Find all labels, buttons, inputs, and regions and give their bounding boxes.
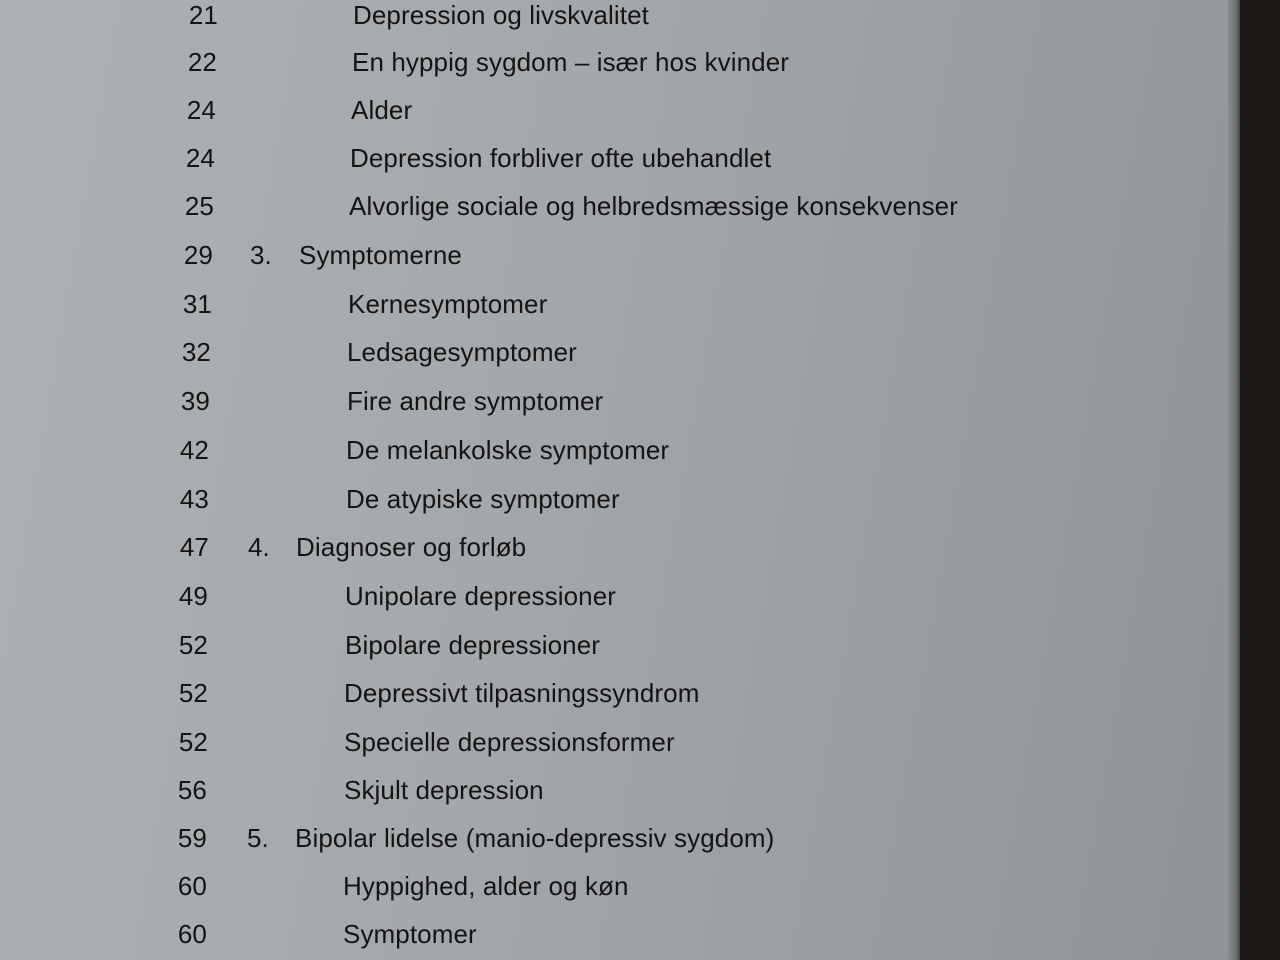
toc-entry (0, 289, 1200, 329)
toc-page-number: 56 (177, 775, 207, 805)
toc-page-number: 49 (178, 581, 208, 611)
toc-entry (0, 386, 1200, 426)
toc-page-number: 60 (177, 871, 207, 901)
toc-section-title: En hyppig sygdom – især hos kvinder (352, 47, 790, 77)
toc-section-title: Alvorlige sociale og helbredsmæssige konsekvenser (349, 191, 958, 221)
toc-section-title: Symptomerne (299, 240, 462, 270)
toc-section-title: Skjult depression (344, 775, 544, 805)
toc-section-title: Hyppighed, alder og køn (343, 871, 629, 901)
toc-section-title: Bipolar lidelse (manio-depressiv sygdom) (295, 823, 775, 853)
toc-entry (0, 823, 1200, 863)
toc-entry (0, 143, 1200, 183)
toc-page-number: 43 (179, 484, 209, 514)
toc-section-title: Alder (351, 95, 413, 125)
toc-page-number: 24 (186, 95, 216, 125)
toc-entry (0, 484, 1200, 524)
toc-chapter-number: 5. (247, 823, 269, 853)
toc-section-title: Ledsagesymptomer (347, 337, 577, 367)
toc-entry (0, 630, 1200, 670)
toc-page-number: 59 (177, 823, 207, 853)
toc-section-title: Symptomer (343, 919, 477, 949)
toc-entry (0, 191, 1200, 231)
toc-section-title: Unipolare depressioner (345, 581, 617, 611)
toc-section-title: Diagnoser og forløb (296, 532, 527, 562)
toc-entry (0, 775, 1200, 815)
toc-page-number: 29 (183, 240, 213, 270)
toc-entry (0, 919, 1200, 959)
toc-entry (0, 581, 1200, 621)
toc-section-title: Depression forbliver ofte ubehandlet (350, 143, 772, 173)
toc-page-number: 47 (179, 532, 209, 562)
toc-page-number: 21 (188, 0, 218, 30)
toc-page-number: 24 (185, 143, 215, 173)
toc-entry (0, 337, 1200, 377)
toc-chapter-number: 4. (248, 532, 270, 562)
toc-entry (0, 532, 1200, 572)
page-edge (1228, 0, 1240, 960)
toc-section-title: Depression og livskvalitet (353, 0, 649, 30)
toc-page-number: 25 (184, 191, 214, 221)
toc-section-title: Kernesymptomer (348, 289, 548, 319)
toc-section-title: Fire andre symptomer (347, 386, 604, 416)
toc-page-number: 42 (179, 435, 209, 465)
toc-entry (0, 678, 1200, 718)
toc-page-number: 32 (181, 337, 211, 367)
toc-page-number: 52 (178, 727, 208, 757)
toc-page-number: 52 (178, 630, 208, 660)
toc-section-title: Specielle depressionsformer (344, 727, 675, 757)
toc-entry (0, 47, 1200, 87)
toc-section-title: Depressivt tilpasningssyndrom (344, 678, 700, 708)
toc-entry (0, 95, 1200, 135)
toc-section-title: De atypiske symptomer (346, 484, 620, 514)
toc-entry (0, 435, 1200, 475)
toc-section-title: Bipolare depressioner (345, 630, 601, 660)
toc-entry (0, 727, 1200, 767)
toc-entry (0, 240, 1200, 280)
toc-page-number: 31 (182, 289, 212, 319)
toc-page-number: 52 (178, 678, 208, 708)
toc-section-title: De melankolske symptomer (346, 435, 670, 465)
toc-entry (0, 0, 1200, 40)
toc-page-number: 60 (177, 919, 207, 949)
toc-page-number: 39 (180, 386, 210, 416)
toc-entry (0, 871, 1200, 911)
toc-chapter-number: 3. (250, 240, 272, 270)
toc-page-number: 22 (187, 47, 217, 77)
